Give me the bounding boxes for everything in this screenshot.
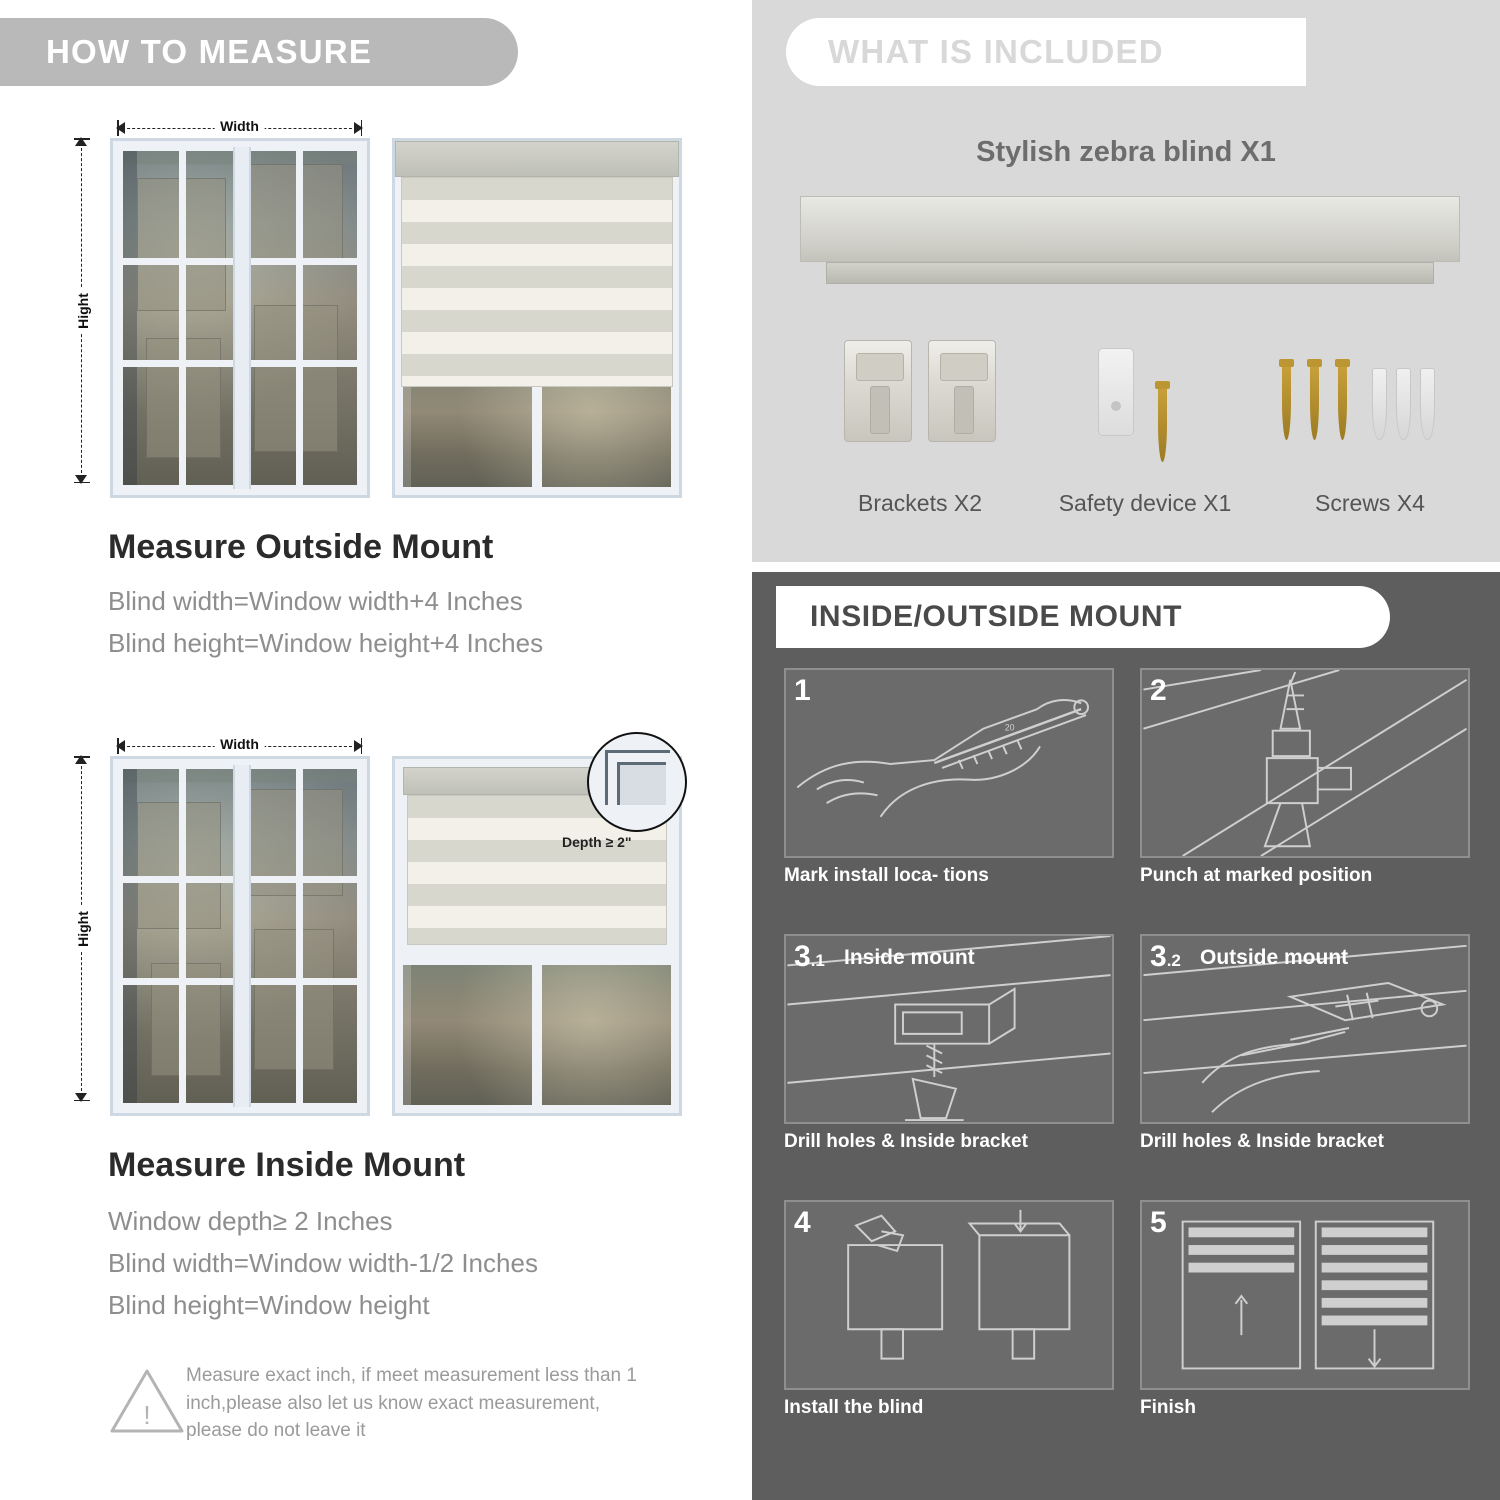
- brackets-label: Brackets X2: [858, 490, 982, 516]
- bracket-icon: [928, 340, 996, 442]
- window-with-blind-outside: [392, 138, 682, 498]
- screw-icon: [1282, 364, 1291, 440]
- window-illustration: [110, 138, 370, 498]
- inside-width-dimension: [117, 736, 362, 756]
- warning-text: Measure exact inch, if meet measurement less than 1 inch,please also let us know exact measurement, please do not leave it: [186, 1365, 637, 1442]
- install-step-1: [784, 668, 1114, 887]
- wall-anchor-icon: [1420, 368, 1435, 440]
- step-3-1-inline-label: Inside mount: [844, 946, 975, 969]
- inside-rule-width: Blind width=Window width-1/2 Inches: [108, 1248, 538, 1278]
- screw-icon: [1310, 364, 1319, 440]
- window-illustration-inside: [110, 756, 370, 1116]
- step-4-caption: Install the blind: [784, 1397, 924, 1418]
- inside-outside-mount-section: [752, 572, 1500, 1500]
- install-step-3-1: [784, 934, 1114, 1153]
- screw-icon: [1158, 386, 1167, 462]
- zebra-blind-product-image: [800, 196, 1460, 290]
- install-step-2: [1140, 668, 1470, 887]
- inside-mount-illustration: [62, 726, 682, 1126]
- blind-fabric: [401, 177, 673, 387]
- inside-outside-mount-banner: [776, 586, 1390, 648]
- svg-text:20: 20: [1004, 722, 1015, 733]
- what-is-included-title: WHAT IS INCLUDED: [828, 33, 1164, 70]
- product-name: Stylish zebra blind X1: [976, 136, 1276, 168]
- outside-mount-illustration: [62, 108, 682, 508]
- outside-width-dimension: [117, 118, 362, 138]
- step-3-2-caption: Drill holes & Inside bracket: [1140, 1131, 1384, 1152]
- wall-anchor-icon: [1396, 368, 1411, 440]
- step-1-image: [784, 668, 1114, 858]
- inside-height-dimension: [70, 756, 92, 1101]
- step-3-1-caption: Drill holes & Inside bracket: [784, 1131, 1028, 1152]
- svg-text:!: !: [143, 1400, 151, 1430]
- safety-device-icon: [1098, 348, 1134, 436]
- outside-mount-title: Measure Outside Mount: [108, 528, 494, 566]
- outside-height-label: Hight: [75, 288, 91, 334]
- step-3-2-number: 3.2: [1150, 940, 1181, 973]
- step-2-number: 2: [1150, 674, 1167, 707]
- step-3-2-inline-label: Outside mount: [1200, 946, 1349, 969]
- how-to-measure-banner: [0, 18, 518, 86]
- step-4-image: [784, 1200, 1114, 1390]
- blind-headrail: [395, 141, 679, 177]
- install-blind-sketch-icon: [786, 1202, 1112, 1388]
- install-step-5: [1140, 1200, 1470, 1419]
- warning-triangle-icon: [108, 1366, 186, 1436]
- depth-callout-circle: [587, 732, 687, 832]
- step-4-number: 4: [794, 1206, 811, 1239]
- depth-callout-label: Depth ≥ 2": [562, 834, 632, 850]
- drill-sketch-icon: [1142, 670, 1468, 856]
- step-1-caption: Mark install loca- tions: [784, 865, 989, 886]
- screws-label: Screws X4: [1315, 490, 1425, 516]
- safety-device-label: Safety device X1: [1058, 490, 1232, 516]
- outside-rule-width: Blind width=Window width+4 Inches: [108, 586, 523, 616]
- bracket-icon: [844, 340, 912, 442]
- step-5-caption: Finish: [1140, 1397, 1196, 1418]
- step-5-image: [1140, 1200, 1470, 1390]
- screw-icon: [1338, 364, 1347, 440]
- included-parts-row: [752, 340, 1500, 516]
- step-3-2-image: [1140, 934, 1470, 1124]
- inside-width-label: Width: [214, 736, 265, 752]
- how-to-measure-section: [0, 0, 742, 1500]
- installation-steps-grid: [784, 668, 1470, 1478]
- hand-measuring-sketch-icon: [786, 670, 1112, 856]
- outside-height-dimension: [70, 138, 92, 483]
- outside-width-label: Width: [214, 118, 265, 134]
- how-to-measure-title: HOW TO MEASURE: [46, 33, 373, 70]
- step-2-image: [1140, 668, 1470, 858]
- inside-outside-mount-title: INSIDE/OUTSIDE MOUNT: [810, 600, 1183, 633]
- inside-rule-depth: Window depth≥ 2 Inches: [108, 1206, 393, 1236]
- install-step-4: [784, 1200, 1114, 1419]
- what-is-included-banner: [786, 18, 1306, 86]
- step-5-number: 5: [1150, 1206, 1167, 1239]
- inside-height-label: Hight: [75, 906, 91, 952]
- what-is-included-section: [752, 0, 1500, 562]
- install-step-3-2: [1140, 934, 1470, 1153]
- inside-rule-height: Blind height=Window height: [108, 1290, 430, 1320]
- outside-rule-height: Blind height=Window height+4 Inches: [108, 628, 544, 658]
- finished-blinds-sketch-icon: [1142, 1202, 1468, 1388]
- step-1-number: 1: [794, 674, 811, 707]
- step-2-caption: Punch at marked position: [1140, 865, 1373, 886]
- step-3-1-image: [784, 934, 1114, 1124]
- inside-mount-title: Measure Inside Mount: [108, 1146, 466, 1184]
- step-3-1-number: 3.1: [794, 940, 825, 973]
- wall-anchor-icon: [1372, 368, 1387, 440]
